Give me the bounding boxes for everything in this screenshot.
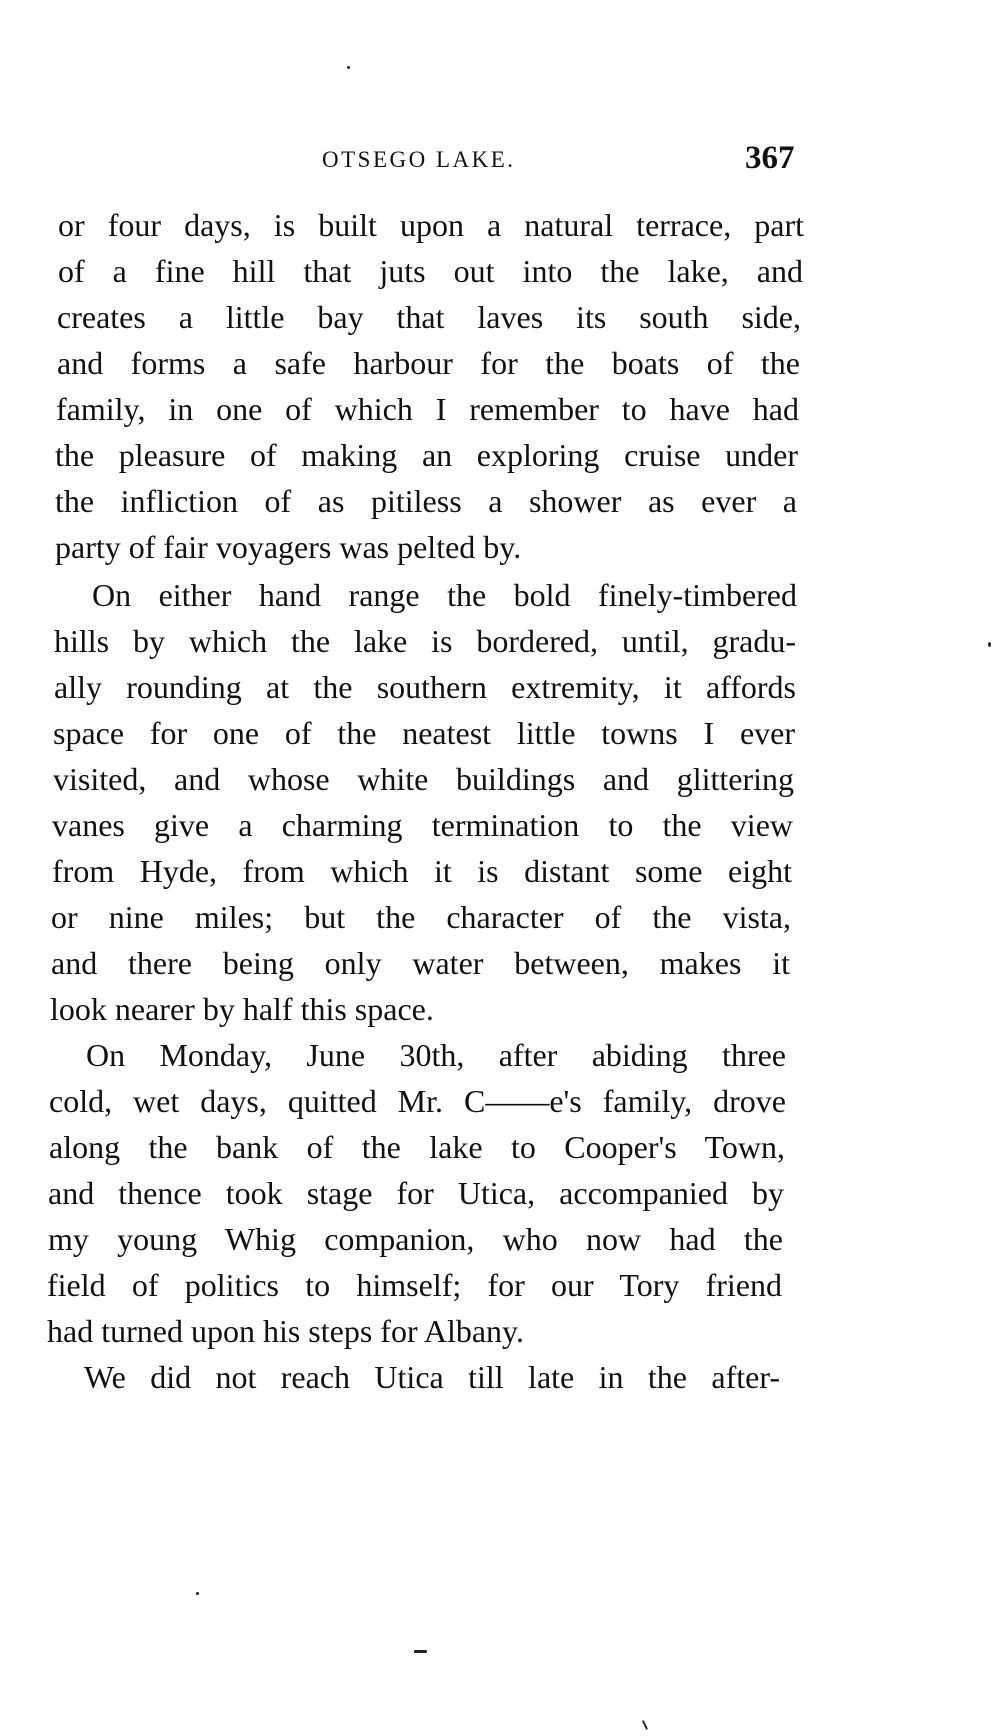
scan-speck	[196, 1592, 199, 1595]
text-line: look nearer by half this space.	[50, 991, 434, 1027]
text-line: from Hyde, from which it is distant some eight	[52, 853, 792, 889]
text-line: family, in one of which I remember to have had	[56, 391, 799, 427]
text-line: On either hand range the bold finely-timbered	[92, 577, 797, 613]
text-line: On Monday, June 30th, after abiding three	[86, 1037, 786, 1073]
text-line: cold, wet days, quitted Mr. C——e's family, drove	[49, 1083, 786, 1119]
scan-speck	[414, 1650, 427, 1653]
text-line: visited, and whose white buildings and glittering	[53, 761, 794, 797]
text-line: of a fine hill that juts out into the lake, and	[58, 253, 803, 289]
text-line: party of fair voyagers was pelted by.	[55, 529, 522, 565]
text-line: the pleasure of making an exploring cruise under	[55, 437, 798, 473]
text-line: my young Whig companion, who now had the	[48, 1221, 783, 1257]
page-number: 367	[745, 140, 795, 176]
text-line: and forms a safe harbour for the boats of the	[57, 345, 800, 381]
text-line: ally rounding at the southern extremity, it affords	[54, 669, 796, 705]
text-line: the infliction of as pitiless a shower as ever a	[55, 483, 797, 519]
running-head	[0, 140, 1000, 180]
scan-speck	[347, 66, 350, 69]
text-line: along the bank of the lake to Cooper's Town,	[49, 1129, 785, 1165]
text-line: had turned upon his steps for Albany.	[47, 1313, 524, 1349]
text-line: and thence took stage for Utica, accompanied by	[48, 1175, 784, 1211]
text-line: field of politics to himself; for our Tory friend	[47, 1267, 782, 1303]
text-line: and there being only water between, makes it	[51, 945, 790, 981]
text-line: or nine miles; but the character of the vista,	[51, 899, 791, 935]
text-line: vanes give a charming termination to the view	[52, 807, 793, 843]
text-line: We did not reach Utica till late in the after-	[84, 1359, 780, 1395]
text-line: creates a little bay that laves its south side,	[57, 299, 801, 335]
scan-speck	[988, 642, 991, 647]
scan-speck	[642, 1720, 648, 1730]
text-line: hills by which the lake is bordered, until, gradu-	[54, 623, 796, 659]
running-title: OTSEGO LAKE.	[322, 147, 516, 172]
text-line: space for one of the neatest little towns I ever	[53, 715, 795, 751]
text-line: or four days, is built upon a natural terrace, part	[58, 207, 804, 243]
